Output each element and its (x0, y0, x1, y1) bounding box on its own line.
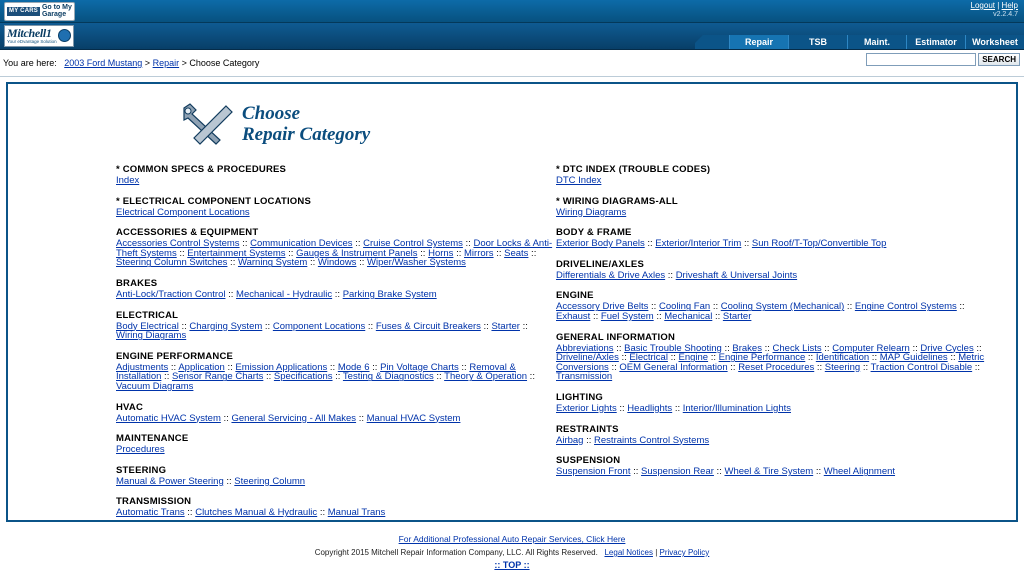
logo-name: Mitchell1 (7, 26, 52, 40)
content-panel (6, 82, 1018, 570)
category-link[interactable]: Emission Applications (235, 361, 328, 373)
category-link[interactable]: Suspension Front (556, 466, 631, 478)
category-links (116, 414, 556, 424)
link-separator: :: (480, 320, 492, 332)
link-separator: :: (947, 352, 959, 364)
my-garage-line1: Go to My (41, 3, 72, 11)
category-heading: BRAKES (116, 277, 158, 289)
category-link[interactable]: Body Electrical (116, 320, 179, 332)
category-heading: ELECTRICAL (116, 309, 179, 321)
breadcrumb-sep-1: > (144, 58, 151, 68)
category-heading: BODY & FRAME (556, 227, 632, 239)
search-area (866, 53, 1020, 66)
pro-services-link[interactable]: For Additional Professional Auto Repair Services, Click Here (398, 533, 626, 544)
category-links (556, 239, 996, 249)
category-link[interactable]: Procedures (116, 444, 165, 456)
category-link[interactable]: Exterior/Interior Trim (655, 238, 742, 250)
link-separator: :: (844, 301, 855, 313)
category-link[interactable]: Accessories Control Systems (116, 238, 240, 250)
category-link[interactable]: Exterior Body Panels (556, 238, 645, 250)
category-link[interactable]: Index (116, 175, 140, 186)
category-link[interactable]: Wiring Diagrams (116, 330, 187, 342)
my-garage-button[interactable] (4, 2, 75, 21)
tab-maint[interactable]: Maint. (847, 35, 906, 49)
category-link[interactable]: Door Locks & Anti-Theft Systems (116, 238, 553, 259)
category-heading: ENGINE PERFORMANCE (116, 350, 234, 362)
category-link[interactable]: Reset Procedures (738, 361, 815, 373)
category-links (556, 344, 996, 382)
link-separator: :: (713, 466, 725, 478)
category-link[interactable]: Driveshaft & Universal Joints (675, 269, 798, 281)
category-link[interactable]: Windows (317, 257, 357, 269)
link-separator: :: (973, 342, 982, 354)
category-link[interactable]: Abbreviations (556, 342, 614, 354)
link-separator: :: (590, 310, 601, 322)
category-link[interactable]: Application (178, 361, 225, 373)
link-separator: :: (761, 342, 773, 354)
category-group (556, 259, 996, 281)
category-links (556, 467, 996, 477)
link-separator: :: (956, 301, 965, 313)
category-link[interactable]: Steering (824, 361, 861, 373)
category-link[interactable]: Mode 6 (337, 361, 370, 373)
category-link[interactable]: Pin Voltage Charts (380, 361, 459, 373)
category-link[interactable]: Mechanical - Hydraulic (236, 288, 333, 300)
breadcrumb-prefix: You are here: (3, 58, 57, 68)
right-category-column (556, 164, 996, 528)
search-input[interactable] (866, 53, 976, 66)
category-link[interactable]: Headlights (627, 402, 673, 414)
category-links (116, 445, 556, 455)
category-link[interactable]: Fuel System (600, 310, 654, 322)
category-link[interactable]: Starter (722, 310, 752, 322)
mitchell1-logo[interactable] (4, 25, 74, 47)
category-link[interactable]: Cruise Control Systems (363, 238, 463, 250)
category-group (116, 196, 556, 218)
category-link[interactable]: Driveline/Axles (556, 352, 619, 364)
category-link[interactable]: Drive Cycles (920, 342, 974, 354)
link-separator: :: (583, 434, 595, 446)
category-link[interactable]: Exterior Lights (556, 402, 617, 414)
category-group (116, 310, 556, 341)
category-group (556, 455, 996, 477)
category-link[interactable]: Electrical Component Locations (116, 206, 250, 218)
category-heading: * WIRING DIAGRAMS-ALL (556, 195, 678, 207)
link-separator: :: (263, 371, 274, 383)
link-separator: :: (672, 402, 683, 414)
page-title (242, 103, 370, 145)
category-links (116, 477, 556, 487)
category-link[interactable]: Starter (491, 320, 520, 332)
link-separator: :: (821, 342, 833, 354)
category-group (116, 465, 556, 487)
link-separator: :: (721, 342, 733, 354)
category-group (116, 433, 556, 455)
category-link[interactable]: Seats (504, 247, 529, 259)
category-links (556, 302, 996, 321)
category-heading: RESTRAINTS (556, 423, 619, 435)
page-title-line2: Repair Category (242, 124, 371, 145)
help-link[interactable]: Help (1001, 1, 1018, 10)
page-title-line1: Choose (242, 103, 301, 124)
category-heading: * DTC INDEX (TROUBLE CODES) (556, 164, 711, 175)
link-separator: :: (648, 301, 659, 313)
category-link[interactable]: Brakes (732, 342, 762, 354)
category-link[interactable]: Fuses & Circuit Breakers (375, 320, 481, 332)
category-link[interactable]: Basic Trouble Shooting (624, 342, 722, 354)
link-separator: :: (909, 342, 921, 354)
category-link[interactable]: Warning System (237, 257, 308, 269)
link-separator: :: (332, 288, 343, 300)
link-separator: :: (608, 361, 620, 373)
footer-sep: | (655, 547, 658, 557)
link-separator: :: (493, 247, 505, 259)
category-heading: ENGINE (556, 290, 594, 302)
category-link[interactable]: Manual HVAC System (366, 412, 461, 424)
category-group (116, 227, 556, 268)
category-links (116, 508, 556, 518)
category-link[interactable]: Wiring Diagrams (556, 206, 627, 218)
category-link[interactable]: Charging System (189, 320, 263, 332)
category-link[interactable]: Check Lists (772, 342, 822, 354)
link-separator: :: (453, 247, 464, 259)
category-group (116, 496, 556, 518)
category-link[interactable]: Metric Conversions (556, 352, 985, 373)
category-link[interactable]: Component Locations (272, 320, 366, 332)
copyright-line (16, 547, 1008, 558)
category-heading: LIGHTING (556, 391, 603, 403)
link-separator: :: (356, 412, 367, 424)
category-links (116, 176, 556, 186)
category-link[interactable]: Sensor Range Charts (171, 371, 264, 383)
category-group (116, 351, 556, 392)
panel-footer (16, 534, 1008, 571)
link-separator: :: (262, 320, 273, 332)
category-link[interactable]: Cooling System (Mechanical) (720, 301, 845, 313)
page-title-block (176, 98, 1008, 150)
link-separator: :: (223, 475, 235, 487)
category-link[interactable]: Automatic Trans (116, 507, 185, 519)
category-link[interactable]: OEM General Information (619, 361, 728, 373)
category-group (116, 164, 556, 186)
category-link[interactable]: MAP Guidelines (879, 352, 948, 364)
category-heading: ACCESSORIES & EQUIPMENT (116, 227, 259, 239)
link-separator: :: (369, 361, 381, 373)
category-link[interactable]: Theory & Operation (444, 371, 528, 383)
link-separator: :: (168, 361, 179, 373)
category-links (556, 176, 996, 186)
category-group (116, 278, 556, 300)
category-link[interactable]: Steering Column (234, 475, 306, 487)
category-link[interactable]: Identification (815, 352, 870, 364)
category-link[interactable]: Manual Trans (327, 507, 386, 519)
topbar-divider: | (997, 1, 1000, 10)
category-links (556, 436, 996, 446)
category-heading: HVAC (116, 401, 144, 413)
category-link[interactable]: Gauges & Instrument Panels (296, 247, 418, 259)
link-separator: :: (616, 402, 628, 414)
category-link[interactable]: Airbag (556, 434, 584, 446)
category-link[interactable]: Interior/Illumination Lights (682, 402, 791, 414)
category-links (556, 208, 996, 218)
tab-tsb[interactable]: TSB (788, 35, 847, 49)
category-link[interactable]: Accessory Drive Belts (556, 301, 649, 313)
link-separator: :: (458, 361, 470, 373)
link-separator: :: (239, 238, 251, 250)
category-link[interactable]: Electrical (629, 352, 668, 364)
back-to-top (16, 560, 1008, 571)
category-link[interactable]: Clutches Manual & Hydraulic (195, 507, 318, 519)
link-separator: :: (630, 466, 642, 478)
category-heading: STEERING (116, 464, 167, 476)
link-separator: :: (667, 352, 679, 364)
link-separator: :: (519, 320, 528, 332)
link-separator: :: (317, 507, 328, 519)
category-links (116, 290, 556, 300)
link-separator: :: (727, 361, 739, 373)
category-link[interactable]: Sun Roof/T-Top/Convertible Top (751, 238, 887, 250)
category-link[interactable]: Automatic HVAC System (116, 412, 221, 424)
link-separator: :: (227, 257, 238, 269)
back-to-top-link[interactable]: :: TOP :: (494, 559, 530, 570)
category-heading: MAINTENANCE (116, 433, 189, 445)
link-separator: :: (618, 352, 630, 364)
pro-services-line (16, 534, 1008, 545)
category-links (556, 404, 996, 414)
breadcrumb-sep-2: > (181, 58, 187, 68)
my-cars-badge: MY CARS (9, 7, 38, 14)
breadcrumb-vehicle-link[interactable]: 2003 Ford Mustang (64, 58, 143, 68)
link-separator: :: (178, 320, 190, 332)
category-group (556, 196, 996, 218)
category-link[interactable]: Exhaust (556, 310, 591, 322)
category-link[interactable]: Anti-Lock/Traction Control (116, 288, 226, 300)
category-heading: * COMMON SPECS & PROCEDURES (116, 164, 287, 175)
logout-link[interactable]: Logout (970, 1, 995, 10)
category-link[interactable]: Horns (428, 247, 454, 259)
category-link[interactable]: Engine Control Systems (854, 301, 957, 313)
category-link[interactable]: Adjustments (116, 361, 169, 373)
top-bar-right (971, 1, 1018, 19)
link-separator: :: (712, 310, 723, 322)
link-separator: :: (813, 466, 824, 478)
link-separator: :: (741, 238, 752, 250)
category-links (116, 363, 556, 392)
category-heading: * ELECTRICAL COMPONENT LOCATIONS (116, 195, 311, 207)
breadcrumb-bar (0, 50, 1024, 77)
my-garage-label (42, 4, 72, 19)
privacy-policy-link[interactable]: Privacy Policy (659, 547, 710, 557)
category-link[interactable]: Testing & Diagnostics (342, 371, 434, 383)
category-links (116, 322, 556, 341)
category-group (556, 424, 996, 446)
wrench-screwdriver-icon (176, 102, 238, 146)
legal-notices-link[interactable]: Legal Notices (604, 547, 653, 557)
category-link[interactable]: Mirrors (464, 247, 494, 259)
version-label: v2.2.4.7 (993, 11, 1018, 18)
category-link[interactable]: Engine Performance (718, 352, 806, 364)
category-group (556, 227, 996, 249)
category-group (556, 392, 996, 414)
link-separator: :: (653, 310, 665, 322)
link-separator: :: (356, 257, 367, 269)
category-group (116, 402, 556, 424)
link-separator: :: (365, 320, 376, 332)
link-separator: :: (665, 269, 676, 281)
tab-worksheet[interactable]: Worksheet (965, 35, 1024, 49)
category-group (556, 164, 996, 186)
category-links (556, 271, 996, 281)
category-link[interactable]: Transmission (556, 371, 613, 383)
category-link[interactable]: Cooling Fan (658, 301, 711, 313)
category-link[interactable]: Restraints Control Systems (594, 434, 710, 446)
category-link[interactable]: Specifications (273, 371, 333, 383)
category-link[interactable]: Traction Control Disable (870, 361, 973, 373)
link-separator: :: (462, 238, 474, 250)
category-heading: TRANSMISSION (116, 496, 192, 508)
category-link[interactable]: Parking Brake System (342, 288, 437, 300)
search-button[interactable]: SEARCH (978, 53, 1020, 66)
category-link[interactable]: Differentials & Drive Axles (556, 269, 666, 281)
category-link[interactable]: DTC Index (556, 175, 602, 186)
link-separator: :: (224, 361, 236, 373)
link-separator: :: (176, 247, 188, 259)
link-separator: :: (613, 342, 625, 354)
link-separator: :: (869, 352, 880, 364)
category-links (116, 208, 556, 218)
link-separator: :: (332, 371, 343, 383)
category-link[interactable]: Removal & Installation (116, 361, 516, 383)
category-link[interactable]: Mechanical (664, 310, 713, 322)
category-link[interactable]: Entertainment Systems (187, 247, 286, 259)
category-link[interactable]: Wheel & Tire System (724, 466, 814, 478)
link-separator: :: (528, 247, 537, 259)
category-heading: DRIVELINE/AXLES (556, 258, 644, 270)
link-separator: :: (307, 257, 318, 269)
tab-repair[interactable]: Repair (729, 35, 788, 49)
link-separator: :: (860, 361, 871, 373)
link-separator: :: (184, 507, 196, 519)
category-link[interactable]: Wheel Alignment (823, 466, 896, 478)
tab-estimator[interactable]: Estimator (906, 35, 965, 49)
link-separator: :: (161, 371, 172, 383)
logo-mark-icon (58, 29, 71, 42)
nav-bar (0, 23, 1024, 50)
breadcrumb-repair-link[interactable]: Repair (152, 58, 180, 68)
category-link[interactable]: Wiper/Washer Systems (367, 257, 466, 269)
link-separator: :: (327, 361, 338, 373)
link-separator: :: (527, 371, 535, 383)
category-heading: SUSPENSION (556, 455, 621, 467)
category-link[interactable]: Suspension Rear (641, 466, 714, 478)
category-link[interactable]: Computer Relearn (832, 342, 910, 354)
link-separator: :: (352, 238, 364, 250)
category-link[interactable]: Vacuum Diagrams (116, 380, 194, 392)
top-bar (0, 0, 1024, 23)
logo-tagline: Your eDvantage Solution (7, 39, 57, 44)
category-link[interactable]: Steering Column Switches (116, 257, 228, 269)
nav-slant-decoration (689, 35, 729, 49)
category-columns (16, 164, 1008, 528)
breadcrumb (0, 58, 259, 68)
content-panel-inner (8, 84, 1016, 570)
category-link[interactable]: Manual & Power Steering (116, 475, 224, 487)
breadcrumb-current: Choose Category (189, 58, 260, 68)
category-group (556, 290, 996, 321)
copyright-text: Copyright 2015 Mitchell Repair Information Company, LLC. All Rights Reserved. (314, 547, 598, 557)
link-separator: :: (285, 247, 297, 259)
link-separator: :: (814, 361, 825, 373)
category-link[interactable]: General Servicing - All Makes (231, 412, 357, 424)
link-separator: :: (708, 352, 719, 364)
category-link[interactable]: Engine (678, 352, 709, 364)
link-separator: :: (805, 352, 816, 364)
left-category-column (116, 164, 556, 528)
category-group (556, 332, 996, 382)
link-separator: :: (417, 247, 429, 259)
link-separator: :: (433, 371, 445, 383)
category-link[interactable]: Communication Devices (250, 238, 353, 250)
my-garage-line2: Garage (41, 11, 67, 18)
link-separator: :: (710, 301, 721, 313)
nav-tabs (689, 23, 1024, 49)
link-separator: :: (225, 288, 237, 300)
category-heading: GENERAL INFORMATION (556, 331, 676, 343)
link-separator: :: (644, 238, 656, 250)
category-links (116, 239, 556, 268)
link-separator: :: (972, 361, 981, 373)
link-separator: :: (220, 412, 232, 424)
